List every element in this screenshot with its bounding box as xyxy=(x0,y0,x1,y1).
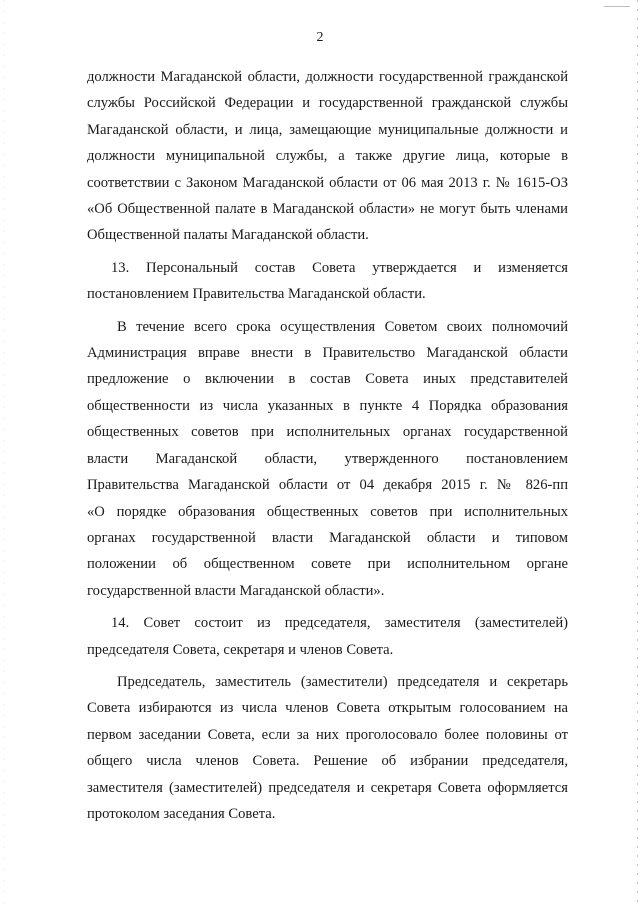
text-line: Правительства Магаданской области от 04 декабря 2015 г. № 826-пп xyxy=(87,477,568,494)
text-line: соответствии с Законом Магаданской области от 06 мая 2013 г. № 1615-ОЗ xyxy=(87,174,568,191)
scan-edge-left xyxy=(3,0,4,905)
text-line: Магаданской области, и лица, замещающие муниципальные должности и xyxy=(87,121,568,138)
text-line: председателя Совета, секретаря и членов Совета. xyxy=(87,641,394,658)
text-line: Совета избираются из числа членов Совета открытым голосованием на xyxy=(87,700,568,717)
text-line: положении об общественном совете при исполнительном органе xyxy=(87,556,568,573)
text-line: общего числа членов Совета. Решение об избрании председателя, xyxy=(87,753,568,770)
text-line: службы Российской Федерации и государственной гражданской службы xyxy=(87,95,568,112)
text-line: «О порядке образования общественных советов при исполнительных xyxy=(87,503,568,520)
text-line: Общественной палаты Магаданской области. xyxy=(87,227,369,244)
text-line: власти Магаданской области, утвержденного постановлением xyxy=(87,450,568,467)
text-line: должности Магаданской области, должности государственной гражданской xyxy=(87,69,568,85)
clause-13-heading-line: 13. Персональный состав Совета утверждается и изменяется xyxy=(111,259,568,276)
scan-edge-right xyxy=(637,0,638,905)
document-body xyxy=(87,64,568,827)
text-line: первом заседании Совета, если за них проголосовало более половины от xyxy=(87,726,568,743)
text-line: Председатель, заместитель (заместители) председателя и секретарь xyxy=(117,673,568,690)
text-line: заместителя (заместителей) председателя и секретаря Совета оформляется xyxy=(87,779,568,796)
text-line: органах государственной власти Магаданской области и типовом xyxy=(87,529,568,546)
text-line: должности муниципальной службы, а также другие лица, которые в xyxy=(87,148,568,165)
text-line: общественности из числа указанных в пункте 4 Порядка образования xyxy=(87,397,568,414)
clause-14-heading-line: 14. Совет состоит из председателя, заместителя (заместителей) xyxy=(111,615,568,632)
text-line: Администрация вправе внести в Правительство Магаданской области xyxy=(87,345,568,362)
page-number: 2 xyxy=(316,30,324,45)
scan-corner-mark xyxy=(604,6,630,7)
text-line: постановлением Правительства Магаданской области. xyxy=(87,286,426,303)
text-line: общественных советов при исполнительных органах государственной xyxy=(87,424,568,441)
text-line: государственной власти Магаданской области». xyxy=(87,582,385,599)
text-line: предложение о включении в состав Совета иных представителей xyxy=(87,371,568,388)
text-line: В течение всего срока осуществления Советом своих полномочий xyxy=(117,318,568,335)
text-line: протоколом заседания Совета. xyxy=(87,805,276,822)
text-line: «Об Общественной палате в Магаданской области» не могут быть членами xyxy=(87,201,568,218)
